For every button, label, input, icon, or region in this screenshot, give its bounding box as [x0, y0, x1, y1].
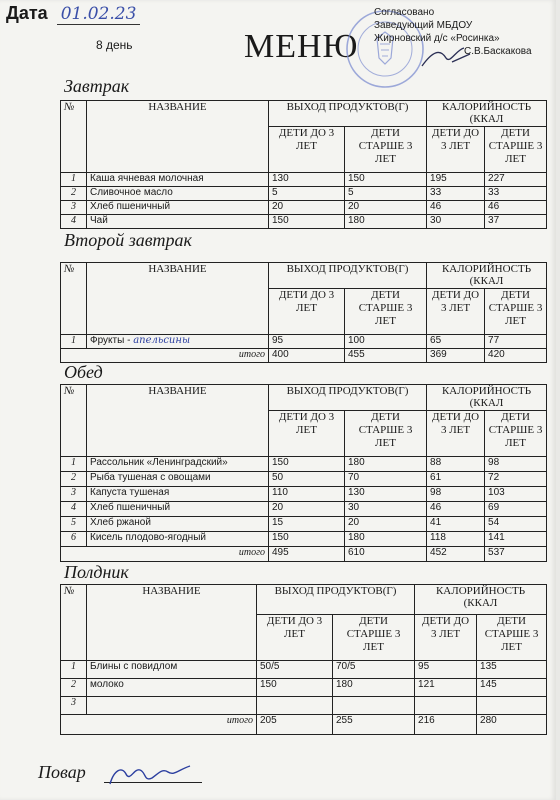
table-row	[61, 697, 547, 715]
date-line	[6, 3, 140, 24]
col-no-header: №	[61, 263, 87, 335]
col-no-header: №	[61, 101, 87, 173]
afternoon-snack-table	[60, 584, 547, 735]
total-row	[61, 547, 547, 562]
row-no: 1	[61, 335, 87, 349]
row-no: 1	[61, 661, 87, 679]
total-output-under3: 400	[269, 349, 345, 363]
output-over3: 20	[345, 201, 427, 215]
col-under3-header: ДЕТИ ДО 3 ЛЕТ	[269, 127, 345, 173]
table-row	[61, 457, 547, 472]
table-row	[61, 187, 547, 201]
cook-label: Повар	[38, 762, 86, 782]
row-no: 2	[61, 472, 87, 487]
output-under3: 15	[269, 517, 345, 532]
output-under3: 5	[269, 187, 345, 201]
approval-line: С.В.Баскакова	[464, 46, 532, 57]
dish-name	[87, 697, 257, 715]
calories-under3: 30	[427, 215, 485, 229]
date-label: Дата	[6, 3, 48, 23]
signature-icon	[418, 44, 476, 70]
row-no: 5	[61, 517, 87, 532]
section-title-breakfast: Завтрак	[64, 76, 130, 96]
col-under3-header: ДЕТИ ДО 3 ЛЕТ	[269, 411, 345, 457]
table-row	[61, 173, 547, 187]
date-value: 01.02.23	[57, 4, 141, 25]
dish-name: Чай	[87, 215, 269, 229]
col-cal-over3-header: ДЕТИ СТАРШЕ 3 ЛЕТ	[485, 411, 547, 457]
col-over3-header: ДЕТИ СТАРШЕ 3 ЛЕТ	[345, 289, 427, 335]
dish-name: Рыба тушеная с овощами	[87, 472, 269, 487]
lunch-table	[60, 384, 547, 562]
output-under3: 150	[257, 679, 333, 697]
dish-name	[87, 335, 269, 349]
output-under3: 20	[269, 502, 345, 517]
col-name-header: НАЗВАНИЕ	[87, 385, 269, 457]
calories-over3: 98	[485, 457, 547, 472]
table-row	[61, 215, 547, 229]
calories-under3: 98	[427, 487, 485, 502]
col-cal-over3-header: ДЕТИ СТАРШЕ 3 ЛЕТ	[485, 127, 547, 173]
col-calories-header: КАЛОРИЙНОСТЬ (ККАЛ	[427, 263, 547, 289]
dish-name: молоко	[87, 679, 257, 697]
calories-over3: 33	[485, 187, 547, 201]
page-title: МЕНЮ	[244, 28, 359, 65]
total-label: итого	[61, 349, 269, 363]
total-row	[61, 715, 547, 735]
total-calories-over3: 280	[477, 715, 547, 735]
output-under3	[257, 697, 333, 715]
total-calories-over3: 537	[485, 547, 547, 562]
row-no: 2	[61, 679, 87, 697]
col-over3-header: ДЕТИ СТАРШЕ 3 ЛЕТ	[345, 127, 427, 173]
table-row	[61, 201, 547, 215]
output-over3: 180	[345, 457, 427, 472]
table-row	[61, 679, 547, 697]
col-output-header: ВЫХОД ПРОДУКТОВ(Г)	[269, 263, 427, 289]
col-no-header: №	[61, 585, 87, 661]
output-under3: 50/5	[257, 661, 333, 679]
row-no: 1	[61, 173, 87, 187]
total-output-under3: 495	[269, 547, 345, 562]
table-row	[61, 661, 547, 679]
dish-name-printed: Фрукты -	[90, 335, 131, 346]
breakfast-table	[60, 100, 547, 229]
row-no: 3	[61, 201, 87, 215]
calories-under3: 33	[427, 187, 485, 201]
output-over3: 180	[333, 679, 415, 697]
table-row	[61, 502, 547, 517]
col-no-header: №	[61, 385, 87, 457]
col-calories-header: КАЛОРИЙНОСТЬ (ККАЛ	[427, 101, 547, 127]
calories-under3: 195	[427, 173, 485, 187]
output-over3: 150	[345, 173, 427, 187]
calories-over3: 46	[485, 201, 547, 215]
calories-over3: 103	[485, 487, 547, 502]
cook-signature-icon	[104, 760, 200, 790]
row-no: 4	[61, 502, 87, 517]
total-calories-under3: 369	[427, 349, 485, 363]
total-output-over3: 610	[345, 547, 427, 562]
dish-name-handwritten: апельсины	[133, 335, 191, 346]
second-breakfast-table	[60, 262, 547, 363]
approval-line: Согласовано	[374, 7, 435, 18]
total-output-over3: 255	[333, 715, 415, 735]
calories-over3	[477, 697, 547, 715]
calories-over3: 227	[485, 173, 547, 187]
total-label: итого	[61, 547, 269, 562]
row-no: 2	[61, 187, 87, 201]
output-under3: 95	[269, 335, 345, 349]
calories-over3: 54	[485, 517, 547, 532]
output-under3: 130	[269, 173, 345, 187]
calories-under3: 46	[427, 502, 485, 517]
dish-name: Рассольник «Ленинградский»	[87, 457, 269, 472]
col-cal-under3-header: ДЕТИ ДО 3 ЛЕТ	[415, 615, 477, 661]
menu-day: 8 день	[96, 38, 133, 52]
calories-under3: 88	[427, 457, 485, 472]
output-under3: 150	[269, 215, 345, 229]
col-calories-header: КАЛОРИЙНОСТЬ (ККАЛ	[427, 385, 547, 411]
output-over3: 5	[345, 187, 427, 201]
dish-name: Хлеб пшеничный	[87, 201, 269, 215]
output-under3: 50	[269, 472, 345, 487]
output-under3: 150	[269, 532, 345, 547]
calories-under3: 41	[427, 517, 485, 532]
output-over3: 100	[345, 335, 427, 349]
calories-under3	[415, 697, 477, 715]
output-over3: 180	[345, 215, 427, 229]
output-over3	[333, 697, 415, 715]
section-title-afternoon-snack: Полдник	[64, 562, 129, 582]
col-output-header: ВЫХОД ПРОДУКТОВ(Г)	[269, 101, 427, 127]
output-over3: 70	[345, 472, 427, 487]
total-calories-under3: 216	[415, 715, 477, 735]
col-name-header: НАЗВАНИЕ	[87, 263, 269, 335]
calories-under3: 61	[427, 472, 485, 487]
row-no: 6	[61, 532, 87, 547]
row-no: 4	[61, 215, 87, 229]
calories-over3: 141	[485, 532, 547, 547]
col-cal-under3-header: ДЕТИ ДО 3 ЛЕТ	[427, 127, 485, 173]
col-under3-header: ДЕТИ ДО 3 ЛЕТ	[269, 289, 345, 335]
output-under3: 20	[269, 201, 345, 215]
output-over3: 70/5	[333, 661, 415, 679]
dish-name: Блины с повидлом	[87, 661, 257, 679]
dish-name: Капуста тушеная	[87, 487, 269, 502]
row-no: 3	[61, 697, 87, 715]
table-row	[61, 487, 547, 502]
total-label: итого	[61, 715, 257, 735]
total-calories-under3: 452	[427, 547, 485, 562]
total-row	[61, 349, 547, 363]
col-name-header: НАЗВАНИЕ	[87, 585, 257, 661]
calories-over3: 77	[485, 335, 547, 349]
output-under3: 150	[269, 457, 345, 472]
col-cal-under3-header: ДЕТИ ДО 3 ЛЕТ	[427, 289, 485, 335]
col-cal-over3-header: ДЕТИ СТАРШЕ 3 ЛЕТ	[477, 615, 547, 661]
col-under3-header: ДЕТИ ДО 3 ЛЕТ	[257, 615, 333, 661]
table-row	[61, 517, 547, 532]
table-row	[61, 335, 547, 349]
col-output-header: ВЫХОД ПРОДУКТОВ(Г)	[257, 585, 415, 615]
total-output-under3: 205	[257, 715, 333, 735]
col-output-header: ВЫХОД ПРОДУКТОВ(Г)	[269, 385, 427, 411]
table-row	[61, 472, 547, 487]
col-cal-under3-header: ДЕТИ ДО 3 ЛЕТ	[427, 411, 485, 457]
col-over3-header: ДЕТИ СТАРШЕ 3 ЛЕТ	[345, 411, 427, 457]
calories-under3: 65	[427, 335, 485, 349]
output-over3: 130	[345, 487, 427, 502]
section-title-second-breakfast: Второй завтрак	[64, 230, 192, 250]
col-cal-over3-header: ДЕТИ СТАРШЕ 3 ЛЕТ	[485, 289, 547, 335]
dish-name: Хлеб пшеничный	[87, 502, 269, 517]
approval-line: Заведующий МБДОУ	[374, 20, 473, 31]
row-no: 3	[61, 487, 87, 502]
output-over3: 30	[345, 502, 427, 517]
calories-over3: 37	[485, 215, 547, 229]
col-name-header: НАЗВАНИЕ	[87, 101, 269, 173]
calories-under3: 118	[427, 532, 485, 547]
calories-over3: 69	[485, 502, 547, 517]
calories-over3: 145	[477, 679, 547, 697]
output-over3: 20	[345, 517, 427, 532]
output-over3: 180	[345, 532, 427, 547]
dish-name: Каша ячневая молочная	[87, 173, 269, 187]
calories-under3: 121	[415, 679, 477, 697]
calories-under3: 95	[415, 661, 477, 679]
dish-name: Кисель плодово-ягодный	[87, 532, 269, 547]
table-row	[61, 532, 547, 547]
total-calories-over3: 420	[485, 349, 547, 363]
dish-name: Сливочное масло	[87, 187, 269, 201]
row-no: 1	[61, 457, 87, 472]
col-calories-header: КАЛОРИЙНОСТЬ (ККАЛ	[415, 585, 547, 615]
output-under3: 110	[269, 487, 345, 502]
calories-over3: 135	[477, 661, 547, 679]
col-over3-header: ДЕТИ СТАРШЕ 3 ЛЕТ	[333, 615, 415, 661]
section-title-lunch: Обед	[64, 362, 103, 382]
calories-under3: 46	[427, 201, 485, 215]
total-output-over3: 455	[345, 349, 427, 363]
dish-name: Хлеб ржаной	[87, 517, 269, 532]
approval-line: Жирновский д/с «Росинка»	[374, 33, 500, 44]
calories-over3: 72	[485, 472, 547, 487]
